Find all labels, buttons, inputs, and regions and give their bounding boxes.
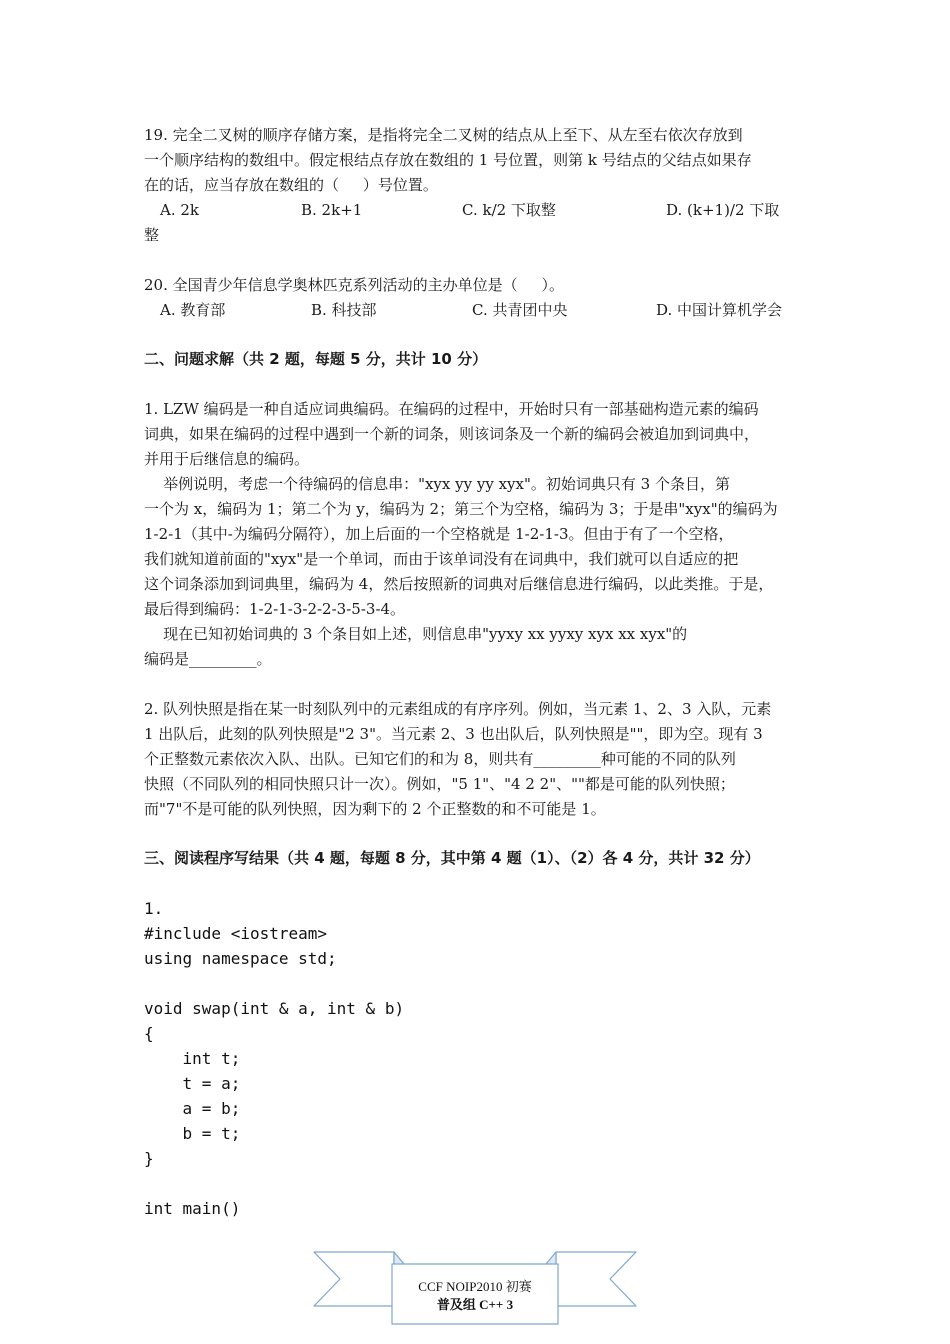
p1-line-3: 并用于后继信息的编码。 xyxy=(144,450,310,468)
ribbon-left-tail xyxy=(314,1252,394,1306)
code-line-1: 1. xyxy=(144,899,164,918)
q20-option-d: D. 中国计算机学会 xyxy=(656,301,783,319)
footer-title: CCF NOIP2010 初赛 xyxy=(418,1279,532,1294)
p1-line-8: 这个词条添加到词典里，编码为 4，然后按照新的词典对后继信息进行编码，以此类推。于是， xyxy=(144,575,774,593)
q19-option-d: D. (k+1)/2 下取 xyxy=(666,201,780,219)
code-line-6: { xyxy=(144,1024,154,1043)
code-line-7: int t; xyxy=(144,1049,241,1068)
code-line-2: #include <iostream> xyxy=(144,924,328,943)
q20-option-b: B. 科技部 xyxy=(311,301,377,319)
p1-line-1: 1. LZW 编码是一种自适应词典编码。在编码的过程中，开始时只有一部基础构造元素的编码 xyxy=(144,400,759,418)
p1-line-9: 最后得到编码：1-2-1-3-2-2-3-5-3-4。 xyxy=(144,600,406,618)
p1-line-4: 举例说明，考虑一个待编码的信息串："xyx yy yy xyx"。初始词典只有 3 个条目，第 xyxy=(144,475,730,493)
p2-line-5: 而"7"不是可能的队列快照，因为剩下的 2 个正整数的和不可能是 1。 xyxy=(144,800,606,818)
q20-stem: 20. 全国青少年信息学奥林匹克系列活动的主办单位是（ ）。 xyxy=(144,276,564,294)
p2-line-1: 2. 队列快照是指在某一时刻队列中的元素组成的有序序列。例如，当元素 1、2、3 入队，元素 xyxy=(144,700,772,718)
q19-option-a: A. 2k xyxy=(160,201,200,219)
code-line-3: using namespace std; xyxy=(144,949,337,968)
q20-option-a: A. 教育部 xyxy=(160,301,226,319)
q19-option-b: B. 2k+1 xyxy=(301,201,363,219)
p1-line-5: 一个为 x，编码为 1；第二个为 y，编码为 2；第三个为空格，编码为 3；于是串"xyx"的编码为 xyxy=(144,500,778,518)
code-line-13: int main() xyxy=(144,1199,241,1218)
code-line-9: a = b; xyxy=(144,1099,241,1118)
p1-line-10: 现在已知初始词典的 3 个条目如上述，则信息串"yyxy xx yyxy xyx xx xyx"的 xyxy=(144,625,688,643)
code-line-11: } xyxy=(144,1149,154,1168)
p2-line-3: 个正整数元素依次入队、出队。已知它们的和为 8，则共有_________种可能的不同的队列 xyxy=(144,750,736,768)
q19-option-c: C. k/2 下取整 xyxy=(462,201,556,219)
section-2-heading: 二、问题求解（共 2 题，每题 5 分，共计 10 分） xyxy=(144,350,488,368)
p1-line-11: 编码是_________。 xyxy=(144,650,272,668)
q19-line-2: 一个顺序结构的数组中。假定根结点存放在数组的 1 号位置，则第 k 号结点的父结点如果存 xyxy=(144,151,752,169)
p1-line-6: 1-2-1（其中-为编码分隔符），加上后面的一个空格就是 1-2-1-3。但由于有了一个空格， xyxy=(144,525,734,543)
code-line-5: void swap(int & a, int & b) xyxy=(144,999,405,1018)
q20-option-c: C. 共青团中央 xyxy=(472,301,568,319)
p2-line-4: 快照（不同队列的相同快照只计一次）。例如，"5 1"、"4 2 2"、""都是可能的队列快照； xyxy=(144,775,735,793)
p1-line-7: 我们就知道前面的"xyx"是一个单词，而由于该单词没有在词典中，我们就可以自适应的把 xyxy=(144,550,739,568)
footer-page-info: 普及组 C++ 3 xyxy=(436,1297,514,1312)
section-3-heading: 三、阅读程序写结果（共 4 题，每题 8 分，其中第 4 题（1）、（2）各 4 分，共计 32 分） xyxy=(144,849,760,867)
code-line-8: t = a; xyxy=(144,1074,241,1093)
q19-option-d-wrap: 整 xyxy=(144,226,160,244)
p2-line-2: 1 出队后，此刻的队列快照是"2 3"。当元素 2、3 也出队后，队列快照是""，即为空。现有 3 xyxy=(144,725,763,743)
q19-line-3: 在的话，应当存放在数组的（ ）号位置。 xyxy=(144,176,438,194)
code-line-10: b = t; xyxy=(144,1124,241,1143)
ribbon-right-tail xyxy=(556,1252,636,1306)
q19-line-1: 19. 完全二叉树的顺序存储方案，是指将完全二叉树的结点从上至下、从左至右依次存放到 xyxy=(144,126,743,144)
p1-line-2: 词典，如果在编码的过程中遇到一个新的词条，则该词条及一个新的编码会被追加到词典中， xyxy=(144,425,760,443)
